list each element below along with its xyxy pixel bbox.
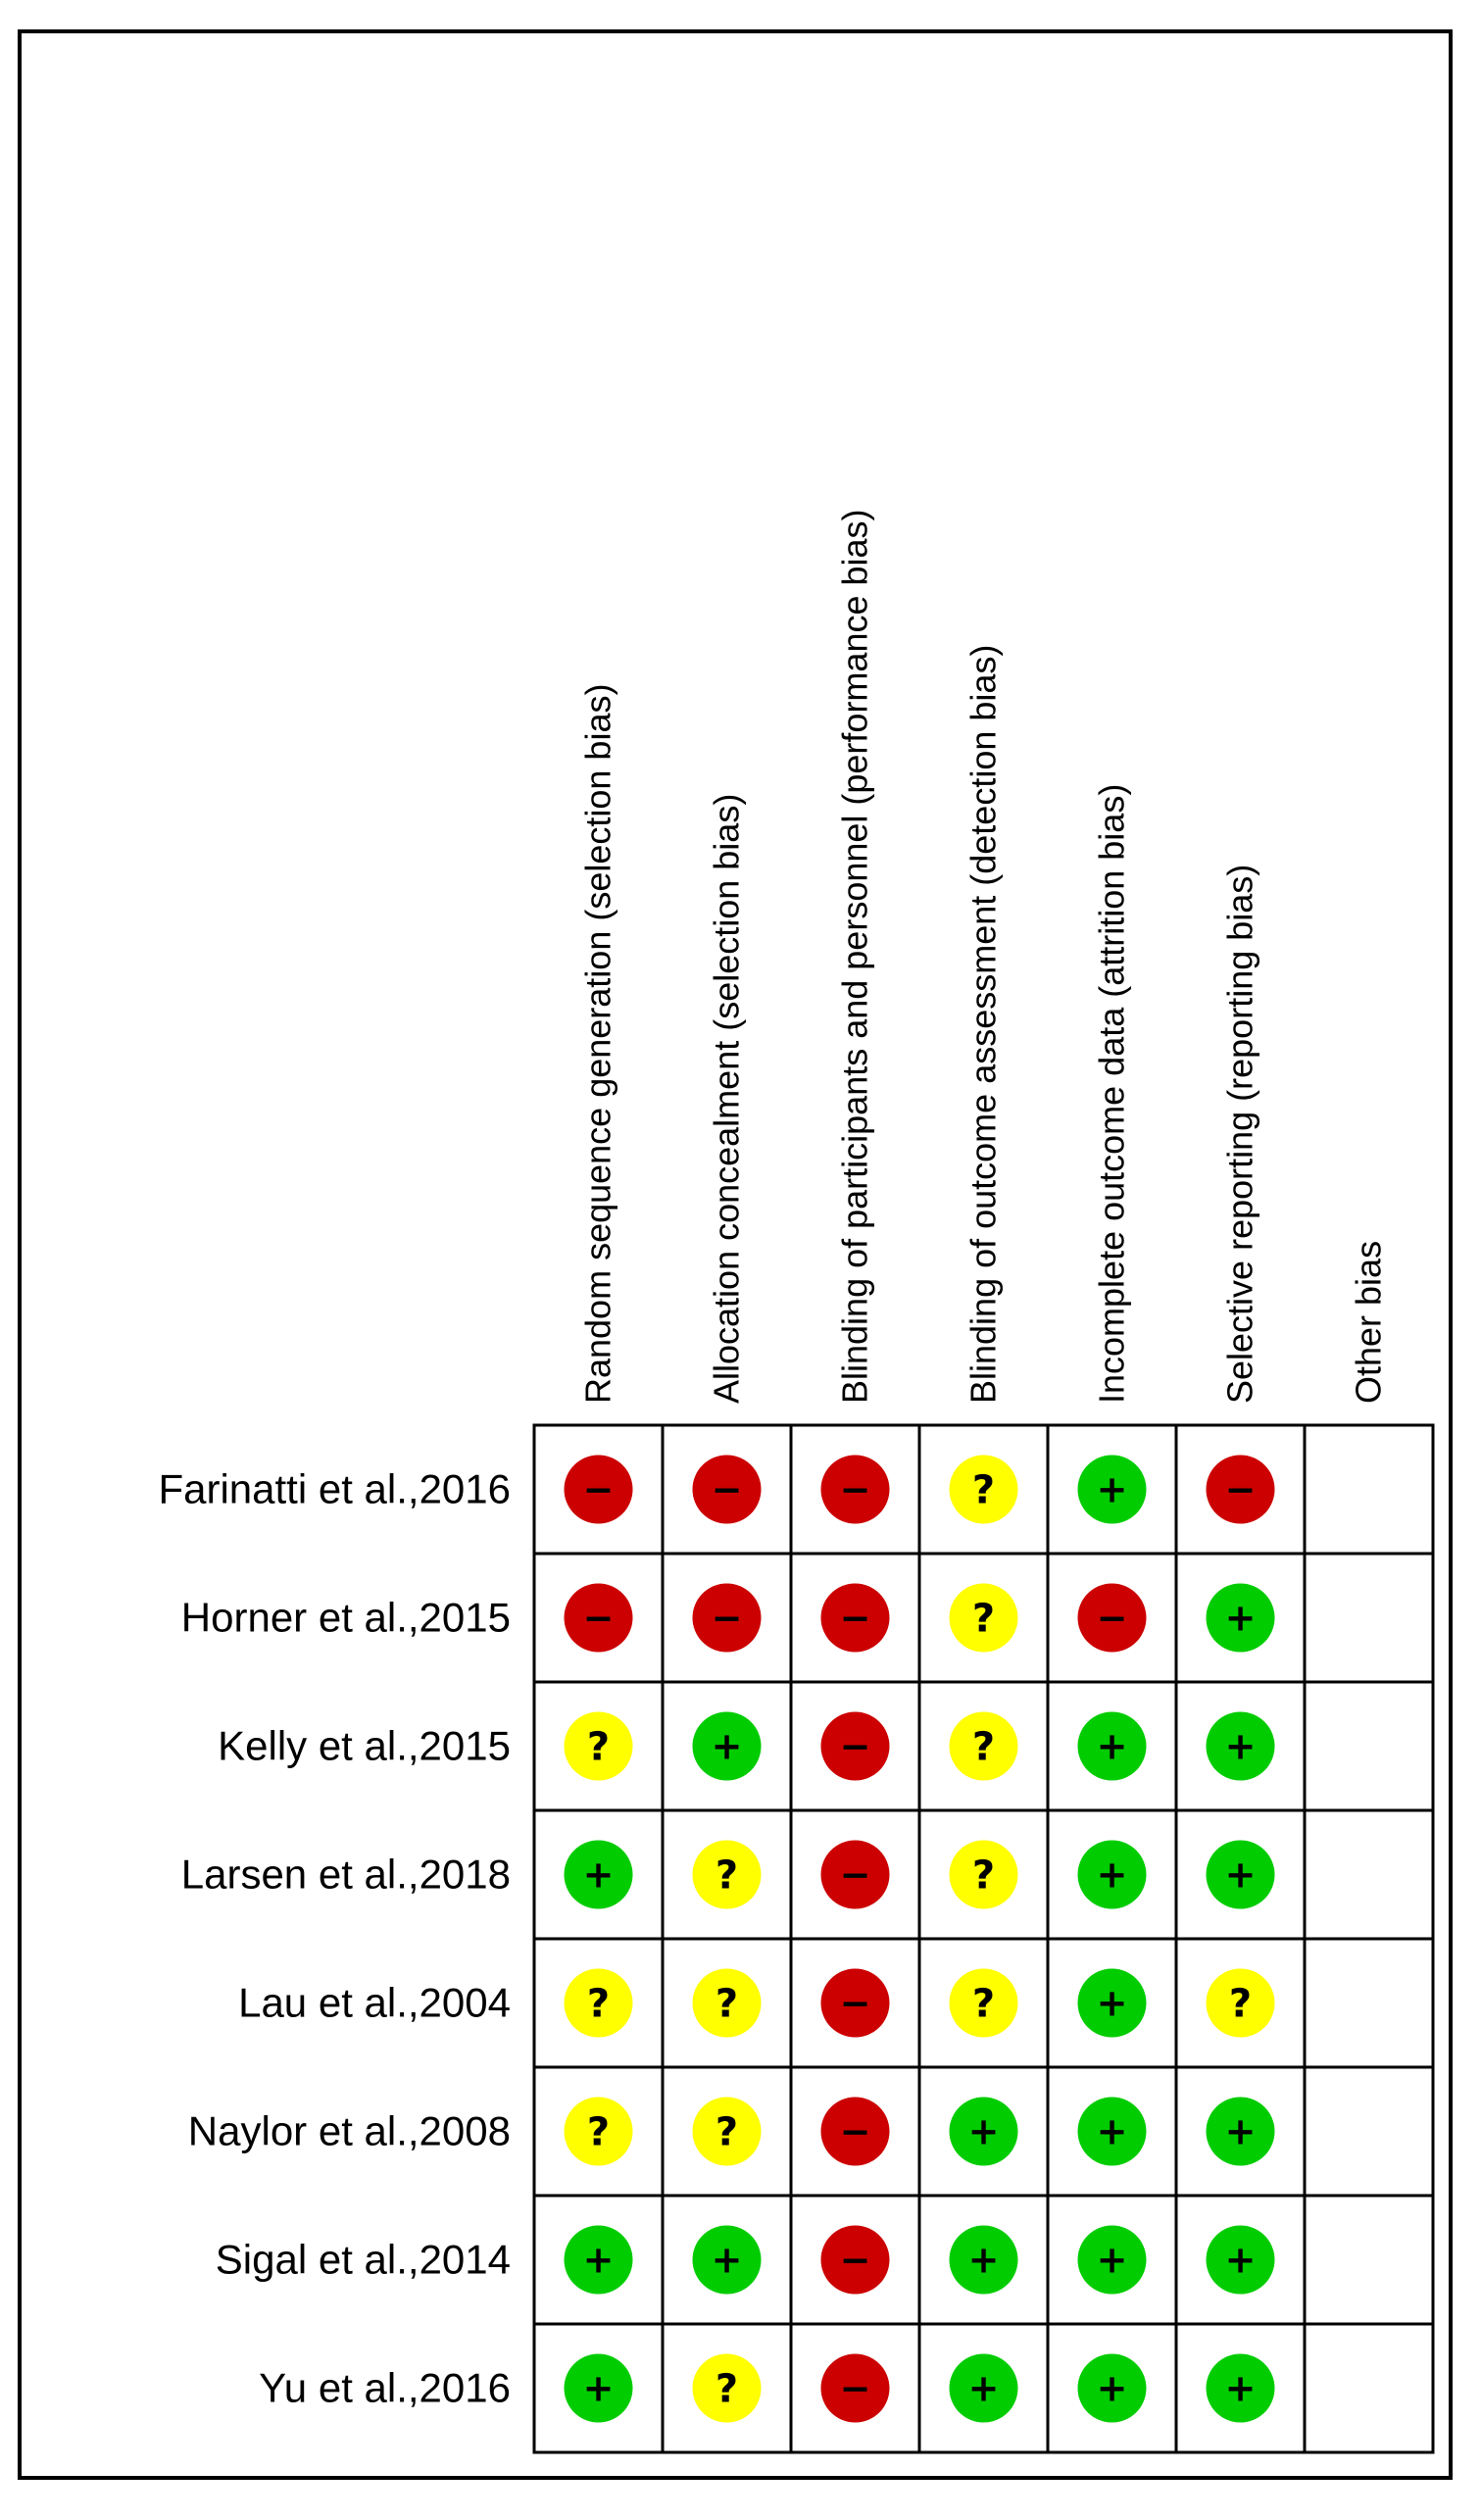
judgement-symbol: − xyxy=(839,2109,871,2153)
judgement-symbol: − xyxy=(1224,1467,1257,1511)
row-label: Kelly et al.,2015 xyxy=(218,1722,511,1769)
judgement-symbol: + xyxy=(1096,1467,1128,1511)
judgement-symbol: + xyxy=(582,2238,615,2282)
judgement-symbol: + xyxy=(1224,1724,1257,1768)
judgement-symbol: − xyxy=(582,1467,615,1511)
judgement-symbol: + xyxy=(1096,1853,1128,1897)
judgement-symbol: ? xyxy=(715,2366,739,2412)
judgement-symbol: − xyxy=(1096,1596,1128,1640)
grid-cell xyxy=(1305,1810,1433,1939)
row-label: Yu et al.,2016 xyxy=(259,2364,511,2411)
judgement-symbol: − xyxy=(711,1596,743,1640)
judgement-symbol: + xyxy=(967,2238,1000,2282)
grid-cell xyxy=(1305,1425,1433,1554)
row-label: Larsen et al.,2018 xyxy=(180,1851,511,1898)
judgement-symbol: + xyxy=(1096,2366,1128,2410)
grid-cell xyxy=(1305,2324,1433,2452)
judgement-symbol: − xyxy=(839,1981,871,2025)
column-header: Random sequence generation (selection bias) xyxy=(577,683,618,1404)
judgement-symbol: − xyxy=(839,2238,871,2282)
row-label: Horner et al.,2015 xyxy=(180,1594,511,1641)
judgement-symbol: + xyxy=(1096,2109,1128,2153)
judgement-symbol: − xyxy=(839,1853,871,1897)
judgement-symbol: + xyxy=(967,2366,1000,2410)
figure-frame xyxy=(18,29,1453,2480)
judgement-symbol: ? xyxy=(586,1981,611,2027)
judgement-symbol: + xyxy=(1096,2238,1128,2282)
judgement-symbol: + xyxy=(1224,2366,1257,2410)
judgement-symbol: ? xyxy=(586,2109,611,2155)
judgement-symbol: ? xyxy=(971,1467,996,1513)
column-header: Selective reporting (reporting bias) xyxy=(1219,864,1260,1404)
column-header: Other bias xyxy=(1348,1240,1389,1404)
judgement-symbol: ? xyxy=(971,1596,996,1642)
judgement-symbol: + xyxy=(1224,2238,1257,2282)
judgement-symbol: ? xyxy=(586,1724,611,1770)
row-label: Naylor et al.,2008 xyxy=(187,2107,511,2154)
judgement-symbol: ? xyxy=(971,1981,996,2027)
column-header: Blinding of participants and personnel (performance bias) xyxy=(834,509,875,1404)
judgement-symbol: + xyxy=(1096,1724,1128,1768)
judgement-symbol: + xyxy=(967,2109,1000,2153)
judgement-symbol: ? xyxy=(1228,1981,1253,2027)
judgement-symbol: ? xyxy=(715,1853,739,1899)
judgement-symbol: + xyxy=(711,2238,743,2282)
judgement-symbol: + xyxy=(582,2366,615,2410)
row-label: Lau et al.,2004 xyxy=(238,1979,511,2026)
judgement-symbol: ? xyxy=(715,2109,739,2155)
judgement-symbol: − xyxy=(839,1724,871,1768)
judgement-symbol: − xyxy=(711,1467,743,1511)
grid-cell xyxy=(1305,2067,1433,2196)
grid-cell xyxy=(1305,1939,1433,2067)
judgement-symbol: + xyxy=(1224,1596,1257,1640)
judgement-symbol: + xyxy=(1224,2109,1257,2153)
judgement-symbol: + xyxy=(711,1724,743,1768)
grid-cell xyxy=(1305,1682,1433,1810)
column-header: Incomplete outcome data (attrition bias) xyxy=(1091,783,1132,1404)
judgement-symbol: ? xyxy=(971,1853,996,1899)
risk-of-bias-chart xyxy=(22,33,1456,2484)
grid-cell xyxy=(1305,1554,1433,1682)
judgement-symbol: ? xyxy=(715,1981,739,2027)
judgement-symbol: − xyxy=(839,1467,871,1511)
grid-cell xyxy=(1305,2196,1433,2324)
judgement-symbol: + xyxy=(582,1853,615,1897)
judgement-symbol: ? xyxy=(971,1724,996,1770)
judgement-symbol: − xyxy=(582,1596,615,1640)
judgement-symbol: − xyxy=(839,1596,871,1640)
row-label: Sigal et al.,2014 xyxy=(215,2236,511,2283)
row-label: Farinatti et al.,2016 xyxy=(158,1465,511,1512)
column-header: Blinding of outcome assessment (detection bias) xyxy=(963,644,1004,1404)
judgement-symbol: + xyxy=(1224,1853,1257,1897)
judgement-symbol: − xyxy=(839,2366,871,2410)
column-header: Allocation concealment (selection bias) xyxy=(706,793,747,1404)
judgement-symbol: + xyxy=(1096,1981,1128,2025)
